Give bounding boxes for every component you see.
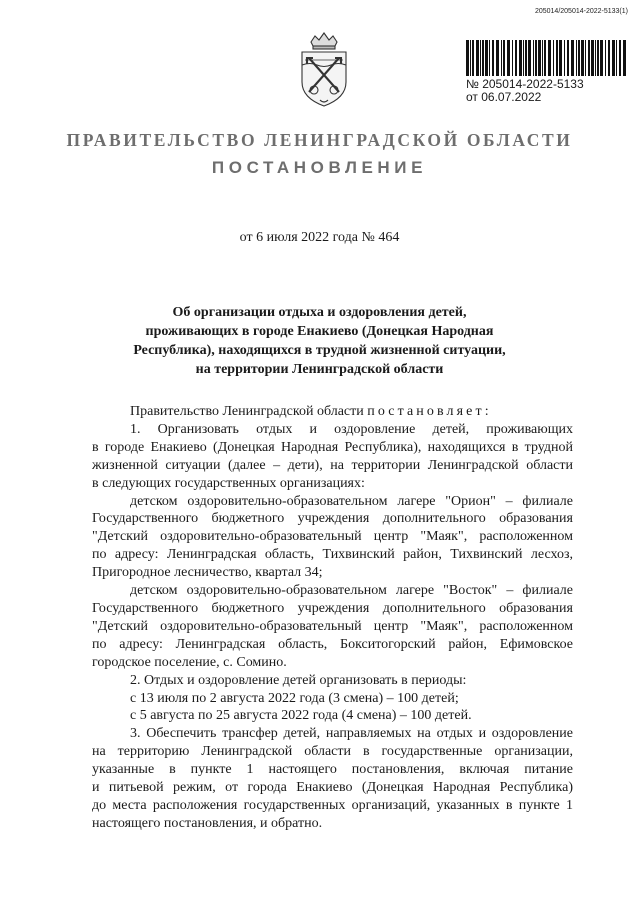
body-line: Пригородное лесничество, квартал 34; <box>92 565 323 581</box>
body-line: детском оздоровительно-образовательном лагере "Орион" – филиале <box>130 493 573 509</box>
title-line: Республика), находящихся в трудной жизненной ситуации, <box>133 343 506 358</box>
body-line: 3. Обеспечить трансфер детей, направляемых на отдых и оздоровление <box>130 726 573 742</box>
resolution-title <box>0 303 639 379</box>
registration-number: № 205014-2022-5133 <box>466 77 584 91</box>
body-line: указанные в пункте 1 настоящего постановления, включая питание <box>92 762 573 778</box>
title-line: Об организации отдыха и оздоровления детей, <box>172 305 467 320</box>
body-line: по адресу: Ленинградская область, Бокситогорский район, Ефимовское <box>92 636 573 652</box>
government-title: ПРАВИТЕЛЬСТВО ЛЕНИНГРАДСКОЙ ОБЛАСТИ <box>66 130 573 150</box>
body-line: по адресу: Ленинградская область, Тихвинский район, Тихвинский лесхоз, <box>92 547 573 563</box>
body-line: и питьевой режим, от города Енакиево (Донецкая Народная Республика) <box>92 780 573 796</box>
intro-prefix: Правительство Ленинградской области <box>130 404 368 419</box>
intro-keyword: постановляет <box>367 404 485 419</box>
body-line: "Детский оздоровительно-образовательный центр "Маяк", расположенном <box>92 618 573 634</box>
body-line: "Детский оздоровительно-образовательный центр "Маяк", расположенном <box>92 529 573 545</box>
body-line: Государственного бюджетного учреждения дополнительного образования <box>92 511 573 527</box>
body-line: жизненной ситуации (далее – дети), на территории Ленинградской области <box>92 457 573 473</box>
body-line: Государственного бюджетного учреждения дополнительного образования <box>92 600 573 616</box>
body-line: детском оздоровительно-образовательном лагере "Восток" – филиале <box>130 583 573 599</box>
body-line: на территорию Ленинградской области в государственные организации, <box>92 744 573 760</box>
body-line: в следующих государственных организациях: <box>92 475 365 491</box>
resolution-date-and-number: от 6 июля 2022 года № 464 <box>239 230 400 245</box>
title-line: на территории Ленинградской области <box>195 362 444 377</box>
title-line: проживающих в городе Енакиево (Донецкая Народная <box>145 324 494 339</box>
document-type-heading: ПОСТАНОВЛЕНИЕ <box>211 158 428 177</box>
barcode <box>466 40 628 76</box>
intro-suffix: : <box>484 404 489 419</box>
body-line: с 13 июля по 2 августа 2022 года (3 смена) – 100 детей; <box>130 690 459 706</box>
document-reference-code: 205014/205014-2022-5133(1) <box>534 8 628 15</box>
intro-line <box>92 403 573 421</box>
coat-of-arms-icon <box>295 30 353 110</box>
body-line: 1. Организовать отдых и оздоровление детей, проживающих <box>130 421 573 437</box>
body-line: 2. Отдых и оздоровление детей организовать в периоды: <box>130 672 467 688</box>
body-line: городское поселение, с. Сомино. <box>92 654 287 670</box>
registration-date: от 06.07.2022 <box>466 90 542 104</box>
body-line: в городе Енакиево (Донецкая Народная Республика), находящихся в трудной <box>92 439 573 455</box>
resolution-body <box>92 403 573 833</box>
body-line: до места расположения государственных организаций, указанных в пункте 1 <box>92 797 573 813</box>
body-line: с 5 августа по 25 августа 2022 года (4 смена) – 100 детей. <box>130 708 472 724</box>
body-line: настоящего постановления, и обратно. <box>92 815 323 831</box>
